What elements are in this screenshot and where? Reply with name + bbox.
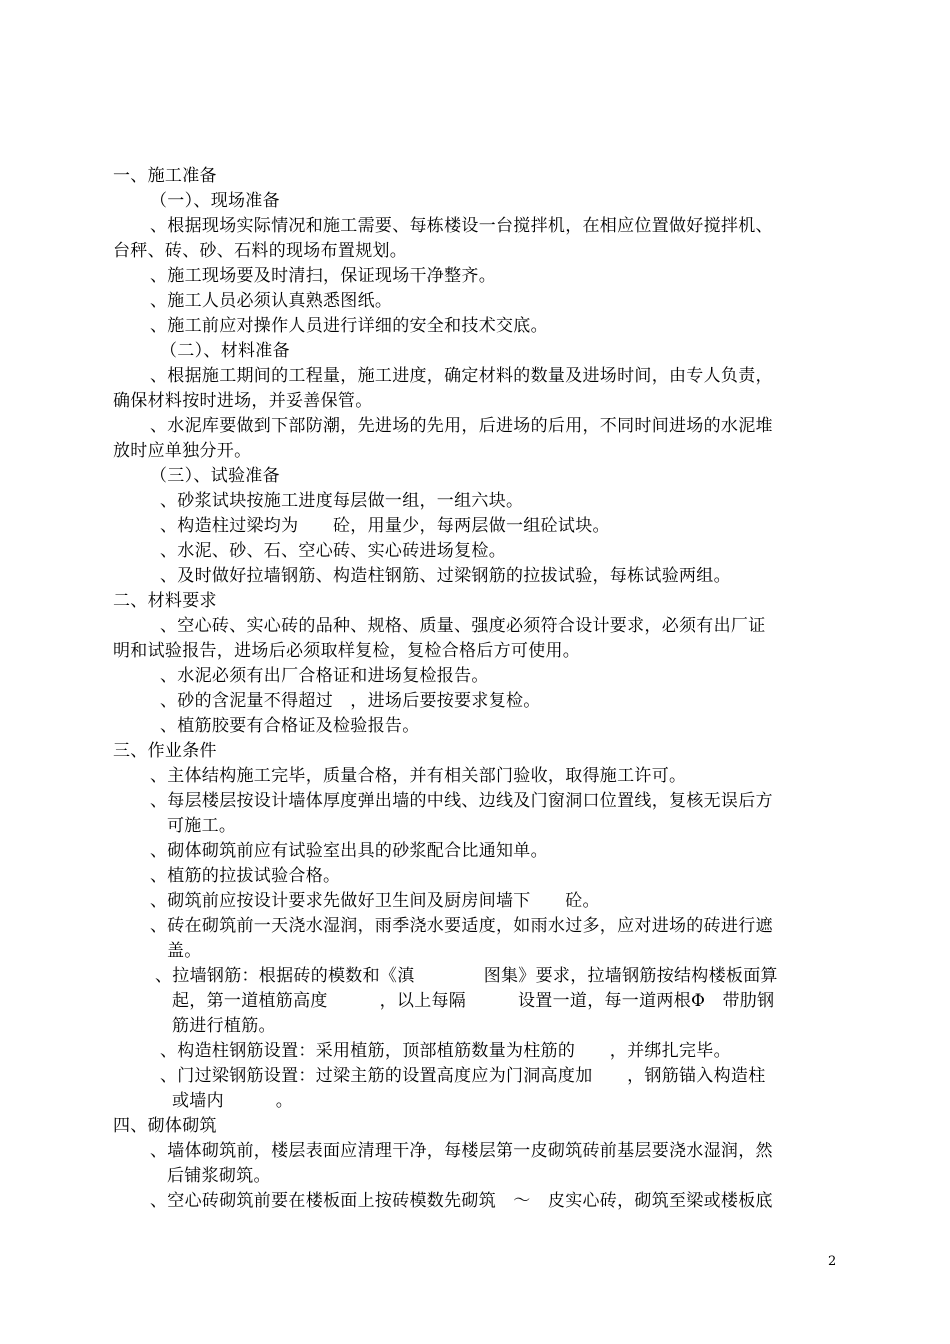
text-line: 、及时做好拉墙钢筋、构造柱钢筋、过梁钢筋的拉拔试验，每栋试验两组。 — [160, 566, 731, 586]
subsection-heading-1-3: （三）、试验准备 — [150, 466, 280, 486]
text-line: 、砂的含泥量不得超过 ，进场后要按要求复检。 — [160, 691, 541, 711]
section-heading-4: 四、砌体砌筑 — [113, 1116, 217, 1136]
text-line: 盖。 — [167, 941, 202, 961]
text-line: 、砖在砌筑前一天浇水湿润，雨季浇水要适度，如雨水过多，应对进场的砖进行遮 — [150, 916, 773, 936]
text-line: 、砌筑前应按设计要求先做好卫生间及厨房间墙下 砼。 — [150, 891, 600, 911]
text-line: 、构造柱过梁均为 砼，用量少，每两层做一组砼试块。 — [160, 516, 610, 536]
subsection-heading-1-1: （一）、现场准备 — [150, 191, 280, 211]
text-line: 、根据现场实际情况和施工需要、每栋楼设一台搅拌机，在相应位置做好搅拌机、 — [150, 216, 773, 236]
text-line: 起，第一道植筋高度 ，以上每隔 设置一道，每一道两根Φ 带肋钢 — [172, 991, 775, 1011]
text-line: 、植筋的拉拔试验合格。 — [150, 866, 341, 886]
text-line: 台秤、砖、砂、石料的现场布置规划。 — [113, 241, 408, 261]
text-line: 、水泥、砂、石、空心砖、实心砖进场复检。 — [160, 541, 506, 561]
text-line: 、墙体砌筑前，楼层表面应清理干净，每楼层第一皮砌筑砖前基层要浇水湿润，然 — [150, 1141, 773, 1161]
text-line: 、门过梁钢筋设置：过梁主筋的设置高度应为门洞高度加 ，钢筋锚入构造柱 — [160, 1066, 766, 1086]
text-line: 可施工。 — [167, 816, 237, 836]
text-line: 、砂浆试块按施工进度每层做一组，一组六块。 — [160, 491, 524, 511]
text-line: 、每层楼层按设计墙体厚度弹出墙的中线、边线及门窗洞口位置线，复核无误后方 — [150, 791, 773, 811]
section-heading-2: 二、材料要求 — [113, 591, 217, 611]
section-heading-3: 三、作业条件 — [113, 741, 217, 761]
text-line: 、主体结构施工完毕，质量合格，并有相关部门验收，取得施工许可。 — [150, 766, 687, 786]
subsection-heading-1-2: （二）、材料准备 — [160, 341, 290, 361]
text-line: 筋进行植筋。 — [172, 1016, 276, 1036]
text-line: 、砌体砌筑前应有试验室出具的砂浆配合比通知单。 — [150, 841, 548, 861]
text-line: 或墙内 。 — [172, 1091, 294, 1111]
text-line: 、施工人员必须认真熟悉图纸。 — [150, 291, 393, 311]
text-line: 、拉墙钢筋：根据砖的模数和《滇 图集》要求，拉墙钢筋按结构楼板面算 — [155, 966, 778, 986]
text-line: 后铺浆砌筑。 — [167, 1166, 271, 1186]
text-line: 、施工现场要及时清扫，保证现场干净整齐。 — [150, 266, 496, 286]
text-line: 、施工前应对操作人员进行详细的安全和技术交底。 — [150, 316, 548, 336]
text-line: 确保材料按时进场，并妥善保管。 — [113, 391, 373, 411]
text-line: 、构造柱钢筋设置：采用植筋，顶部植筋数量为柱筋的 ，并绑扎完毕。 — [160, 1041, 731, 1061]
text-line: 、水泥必须有出厂合格证和进场复检报告。 — [160, 666, 489, 686]
text-line: 明和试验报告，进场后必须取样复检，复检合格后方可使用。 — [113, 641, 581, 661]
text-line: 、植筋胶要有合格证及检验报告。 — [160, 716, 420, 736]
page-number: 2 — [828, 1254, 837, 1269]
text-line: 、水泥库要做到下部防潮，先进场的先用，后进场的后用，不同时间进场的水泥堆 — [150, 416, 773, 436]
text-line: 、空心砖、实心砖的品种、规格、质量、强度必须符合设计要求，必须有出厂证 — [160, 616, 766, 636]
text-line: 、空心砖砌筑前要在楼板面上按砖模数先砌筑 ～ 皮实心砖，砌筑至梁或楼板底 — [150, 1191, 773, 1211]
text-line: 放时应单独分开。 — [113, 441, 252, 461]
text-line: 、根据施工期间的工程量，施工进度，确定材料的数量及进场时间，由专人负责， — [150, 366, 773, 386]
section-heading-1: 一、施工准备 — [113, 166, 217, 186]
